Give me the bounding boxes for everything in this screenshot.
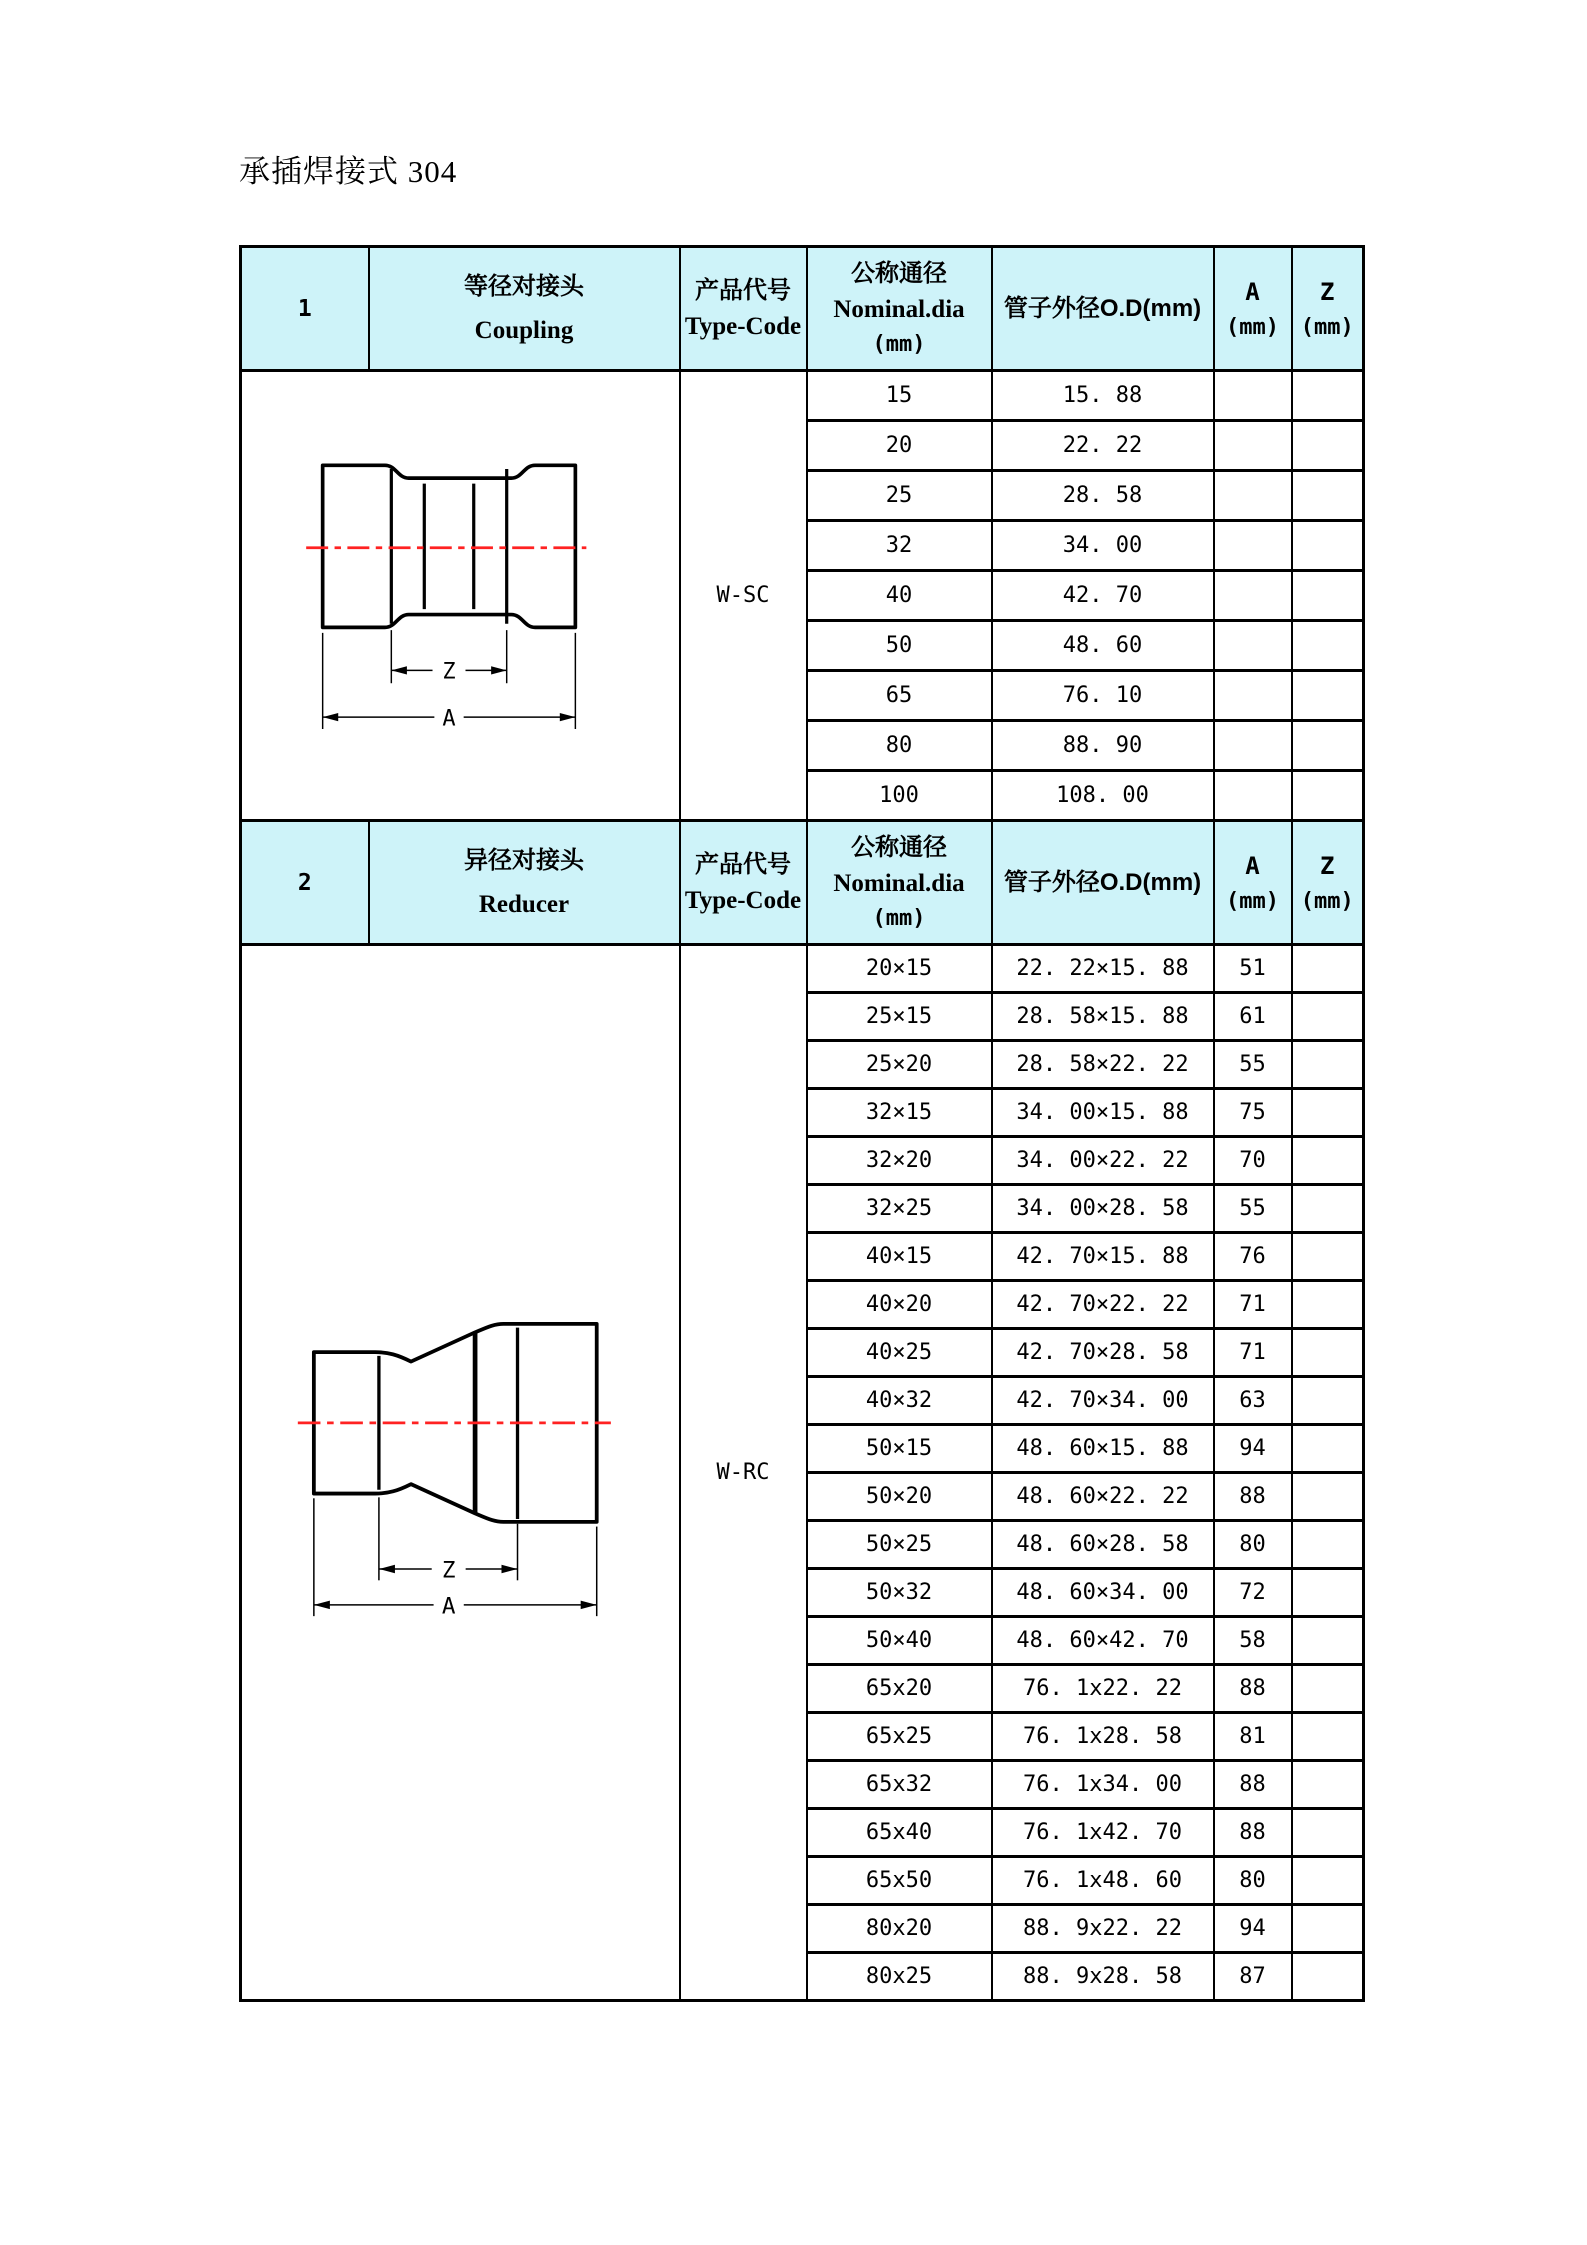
reducer-diagram	[290, 1305, 630, 1635]
row-a-cell: 70	[1214, 1137, 1292, 1185]
row-z-cell	[1292, 571, 1364, 621]
row-a-cell: 72	[1214, 1569, 1292, 1617]
row-z-cell	[1292, 1617, 1364, 1665]
row-nominal-cell: 25×20	[807, 1041, 992, 1089]
row-a-cell	[1214, 621, 1292, 671]
row-od-cell: 88. 90	[992, 721, 1214, 771]
row-a-cell	[1214, 671, 1292, 721]
od-label: 管子外径O.D(mm)	[1003, 294, 1202, 322]
nominal-label-en: Nominal.dia	[833, 295, 965, 323]
row-a-cell	[1214, 571, 1292, 621]
row-od-cell: 76. 1x48. 60	[992, 1857, 1214, 1905]
nominal-label-cn: 公称通径	[851, 833, 947, 861]
row-z-cell	[1292, 993, 1364, 1041]
row-z-cell	[1292, 371, 1364, 421]
row-od-cell: 28. 58	[992, 471, 1214, 521]
header-nominal-cell	[807, 821, 992, 945]
row-nominal-cell: 32×25	[807, 1185, 992, 1233]
dim-z-label: Z	[442, 659, 456, 685]
row-nominal-cell: 40	[807, 571, 992, 621]
row-z-cell	[1292, 421, 1364, 471]
z-unit-label: (mm)	[1300, 314, 1354, 340]
row-nominal-cell: 80x20	[807, 1905, 992, 1953]
row-nominal-cell: 40×32	[807, 1377, 992, 1425]
row-a-cell	[1214, 371, 1292, 421]
dim-z-label: Z	[442, 1557, 456, 1584]
row-z-cell	[1292, 1377, 1364, 1425]
reducer-diagram-cell	[241, 945, 680, 2001]
section-header-row	[241, 821, 1364, 945]
fitting-name-cn: 等径对接头	[464, 272, 584, 300]
row-od-cell: 48. 60×28. 58	[992, 1521, 1214, 1569]
header-a-cell	[1214, 247, 1292, 371]
row-a-cell: 94	[1214, 1425, 1292, 1473]
row-z-cell	[1292, 1281, 1364, 1329]
row-nominal-cell: 65	[807, 671, 992, 721]
row-a-cell: 55	[1214, 1185, 1292, 1233]
row-a-cell	[1214, 771, 1292, 821]
row-z-cell	[1292, 521, 1364, 571]
header-nominal-cell	[807, 247, 992, 371]
row-z-cell	[1292, 771, 1364, 821]
fittings-table	[239, 245, 1365, 2002]
nominal-unit-label: (mm)	[872, 331, 926, 357]
row-od-cell: 28. 58×15. 88	[992, 993, 1214, 1041]
row-od-cell: 108. 00	[992, 771, 1214, 821]
row-od-cell: 34. 00×22. 22	[992, 1137, 1214, 1185]
row-a-cell: 58	[1214, 1617, 1292, 1665]
header-z-cell	[1292, 821, 1364, 945]
coupling-section	[241, 247, 1364, 821]
row-z-cell	[1292, 721, 1364, 771]
type-code-cell: W-SC	[680, 371, 807, 821]
row-od-cell: 22. 22×15. 88	[992, 945, 1214, 993]
row-nominal-cell: 50×40	[807, 1617, 992, 1665]
page-title: 承插焊接式 304	[239, 154, 458, 189]
row-z-cell	[1292, 471, 1364, 521]
row-nominal-cell: 32	[807, 521, 992, 571]
row-od-cell: 48. 60×22. 22	[992, 1473, 1214, 1521]
row-z-cell	[1292, 671, 1364, 721]
row-a-cell	[1214, 721, 1292, 771]
row-od-cell: 48. 60×34. 00	[992, 1569, 1214, 1617]
row-z-cell	[1292, 1569, 1364, 1617]
dim-a-label: A	[442, 705, 456, 731]
row-nominal-cell: 50×32	[807, 1569, 992, 1617]
header-number-cell: 1	[241, 247, 369, 371]
row-nominal-cell: 40×25	[807, 1329, 992, 1377]
product-code-label-en: Type-Code	[684, 312, 802, 340]
row-a-cell	[1214, 421, 1292, 471]
row-nominal-cell: 65x50	[807, 1857, 992, 1905]
row-z-cell	[1292, 1233, 1364, 1281]
row-od-cell: 15. 88	[992, 371, 1214, 421]
row-nominal-cell: 32×15	[807, 1089, 992, 1137]
type-code-cell: W-RC	[680, 945, 807, 2001]
dim-a-label: A	[442, 1593, 456, 1620]
coupling-diagram	[295, 447, 625, 740]
table-row	[241, 945, 1364, 993]
row-nominal-cell: 50×15	[807, 1425, 992, 1473]
row-nominal-cell: 20	[807, 421, 992, 471]
row-nominal-cell: 40×15	[807, 1233, 992, 1281]
row-nominal-cell: 65x20	[807, 1665, 992, 1713]
product-code-label-cn: 产品代号	[695, 276, 791, 304]
row-z-cell	[1292, 1521, 1364, 1569]
row-a-cell: 76	[1214, 1233, 1292, 1281]
z-label: Z	[1320, 277, 1335, 306]
row-a-cell: 88	[1214, 1809, 1292, 1857]
header-type-code-cell	[680, 821, 807, 945]
row-nominal-cell: 80	[807, 721, 992, 771]
row-od-cell: 42. 70×22. 22	[992, 1281, 1214, 1329]
row-a-cell	[1214, 521, 1292, 571]
row-nominal-cell: 65x40	[807, 1809, 992, 1857]
row-z-cell	[1292, 1473, 1364, 1521]
section-header-row	[241, 247, 1364, 371]
row-z-cell	[1292, 1809, 1364, 1857]
row-nominal-cell: 50×20	[807, 1473, 992, 1521]
header-number-cell: 2	[241, 821, 369, 945]
product-code-label-en: Type-Code	[684, 886, 802, 914]
row-nominal-cell: 40×20	[807, 1281, 992, 1329]
row-z-cell	[1292, 1137, 1364, 1185]
row-z-cell	[1292, 1761, 1364, 1809]
table-row	[241, 371, 1364, 421]
row-a-cell: 87	[1214, 1953, 1292, 2001]
z-label: Z	[1320, 851, 1335, 880]
header-z-cell	[1292, 247, 1364, 371]
row-od-cell: 76. 1x28. 58	[992, 1713, 1214, 1761]
row-od-cell: 34. 00×28. 58	[992, 1185, 1214, 1233]
row-a-cell	[1214, 471, 1292, 521]
row-nominal-cell: 65x25	[807, 1713, 992, 1761]
row-od-cell: 48. 60	[992, 621, 1214, 671]
row-nominal-cell: 100	[807, 771, 992, 821]
row-od-cell: 34. 00	[992, 521, 1214, 571]
row-nominal-cell: 80x25	[807, 1953, 992, 2001]
reducer-section	[241, 821, 1364, 2001]
row-a-cell: 80	[1214, 1521, 1292, 1569]
row-a-cell: 71	[1214, 1329, 1292, 1377]
nominal-label-en: Nominal.dia	[833, 869, 965, 897]
row-z-cell	[1292, 1953, 1364, 2001]
row-z-cell	[1292, 1329, 1364, 1377]
row-z-cell	[1292, 1713, 1364, 1761]
header-od-cell	[992, 247, 1214, 371]
row-a-cell: 88	[1214, 1473, 1292, 1521]
row-od-cell: 42. 70×34. 00	[992, 1377, 1214, 1425]
row-od-cell: 48. 60×42. 70	[992, 1617, 1214, 1665]
header-od-cell	[992, 821, 1214, 945]
a-label: A	[1245, 851, 1260, 880]
row-od-cell: 22. 22	[992, 421, 1214, 471]
row-od-cell: 88. 9x22. 22	[992, 1905, 1214, 1953]
row-a-cell: 51	[1214, 945, 1292, 993]
row-nominal-cell: 15	[807, 371, 992, 421]
row-a-cell: 71	[1214, 1281, 1292, 1329]
row-od-cell: 42. 70	[992, 571, 1214, 621]
fitting-name-en: Coupling	[474, 316, 574, 344]
a-unit-label: (mm)	[1226, 888, 1279, 914]
row-z-cell	[1292, 621, 1364, 671]
document-page	[239, 146, 1365, 2002]
nominal-unit-label: (mm)	[872, 905, 926, 931]
row-z-cell	[1292, 1425, 1364, 1473]
row-z-cell	[1292, 1857, 1364, 1905]
row-od-cell: 48. 60×15. 88	[992, 1425, 1214, 1473]
od-label: 管子外径O.D(mm)	[1003, 868, 1202, 896]
row-z-cell	[1292, 1905, 1364, 1953]
fitting-name-cn: 异径对接头	[464, 846, 584, 874]
header-name-cell	[369, 821, 680, 945]
row-a-cell: 55	[1214, 1041, 1292, 1089]
row-od-cell: 76. 1x34. 00	[992, 1761, 1214, 1809]
row-nominal-cell: 32×20	[807, 1137, 992, 1185]
row-a-cell: 88	[1214, 1761, 1292, 1809]
a-unit-label: (mm)	[1226, 314, 1279, 340]
row-od-cell: 76. 1x42. 70	[992, 1809, 1214, 1857]
row-z-cell	[1292, 1665, 1364, 1713]
fitting-name-en: Reducer	[478, 890, 570, 918]
row-od-cell: 42. 70×28. 58	[992, 1329, 1214, 1377]
row-a-cell: 75	[1214, 1089, 1292, 1137]
coupling-diagram-cell	[241, 371, 680, 821]
z-unit-label: (mm)	[1300, 888, 1354, 914]
header-type-code-cell	[680, 247, 807, 371]
row-od-cell: 76. 1x22. 22	[992, 1665, 1214, 1713]
row-nominal-cell: 25	[807, 471, 992, 521]
row-nominal-cell: 25×15	[807, 993, 992, 1041]
row-z-cell	[1292, 1185, 1364, 1233]
row-nominal-cell: 50×25	[807, 1521, 992, 1569]
header-a-cell	[1214, 821, 1292, 945]
row-od-cell: 88. 9x28. 58	[992, 1953, 1214, 2001]
row-nominal-cell: 65x32	[807, 1761, 992, 1809]
row-a-cell: 81	[1214, 1713, 1292, 1761]
row-z-cell	[1292, 1041, 1364, 1089]
row-a-cell: 63	[1214, 1377, 1292, 1425]
row-nominal-cell: 50	[807, 621, 992, 671]
a-label: A	[1245, 277, 1260, 306]
nominal-label-cn: 公称通径	[851, 259, 947, 287]
row-nominal-cell: 20×15	[807, 945, 992, 993]
product-code-label-cn: 产品代号	[695, 850, 791, 878]
row-od-cell: 28. 58×22. 22	[992, 1041, 1214, 1089]
header-name-cell	[369, 247, 680, 371]
row-z-cell	[1292, 945, 1364, 993]
row-od-cell: 42. 70×15. 88	[992, 1233, 1214, 1281]
row-z-cell	[1292, 1089, 1364, 1137]
row-a-cell: 61	[1214, 993, 1292, 1041]
row-a-cell: 80	[1214, 1857, 1292, 1905]
row-od-cell: 34. 00×15. 88	[992, 1089, 1214, 1137]
row-a-cell: 94	[1214, 1905, 1292, 1953]
row-od-cell: 76. 10	[992, 671, 1214, 721]
row-a-cell: 88	[1214, 1665, 1292, 1713]
